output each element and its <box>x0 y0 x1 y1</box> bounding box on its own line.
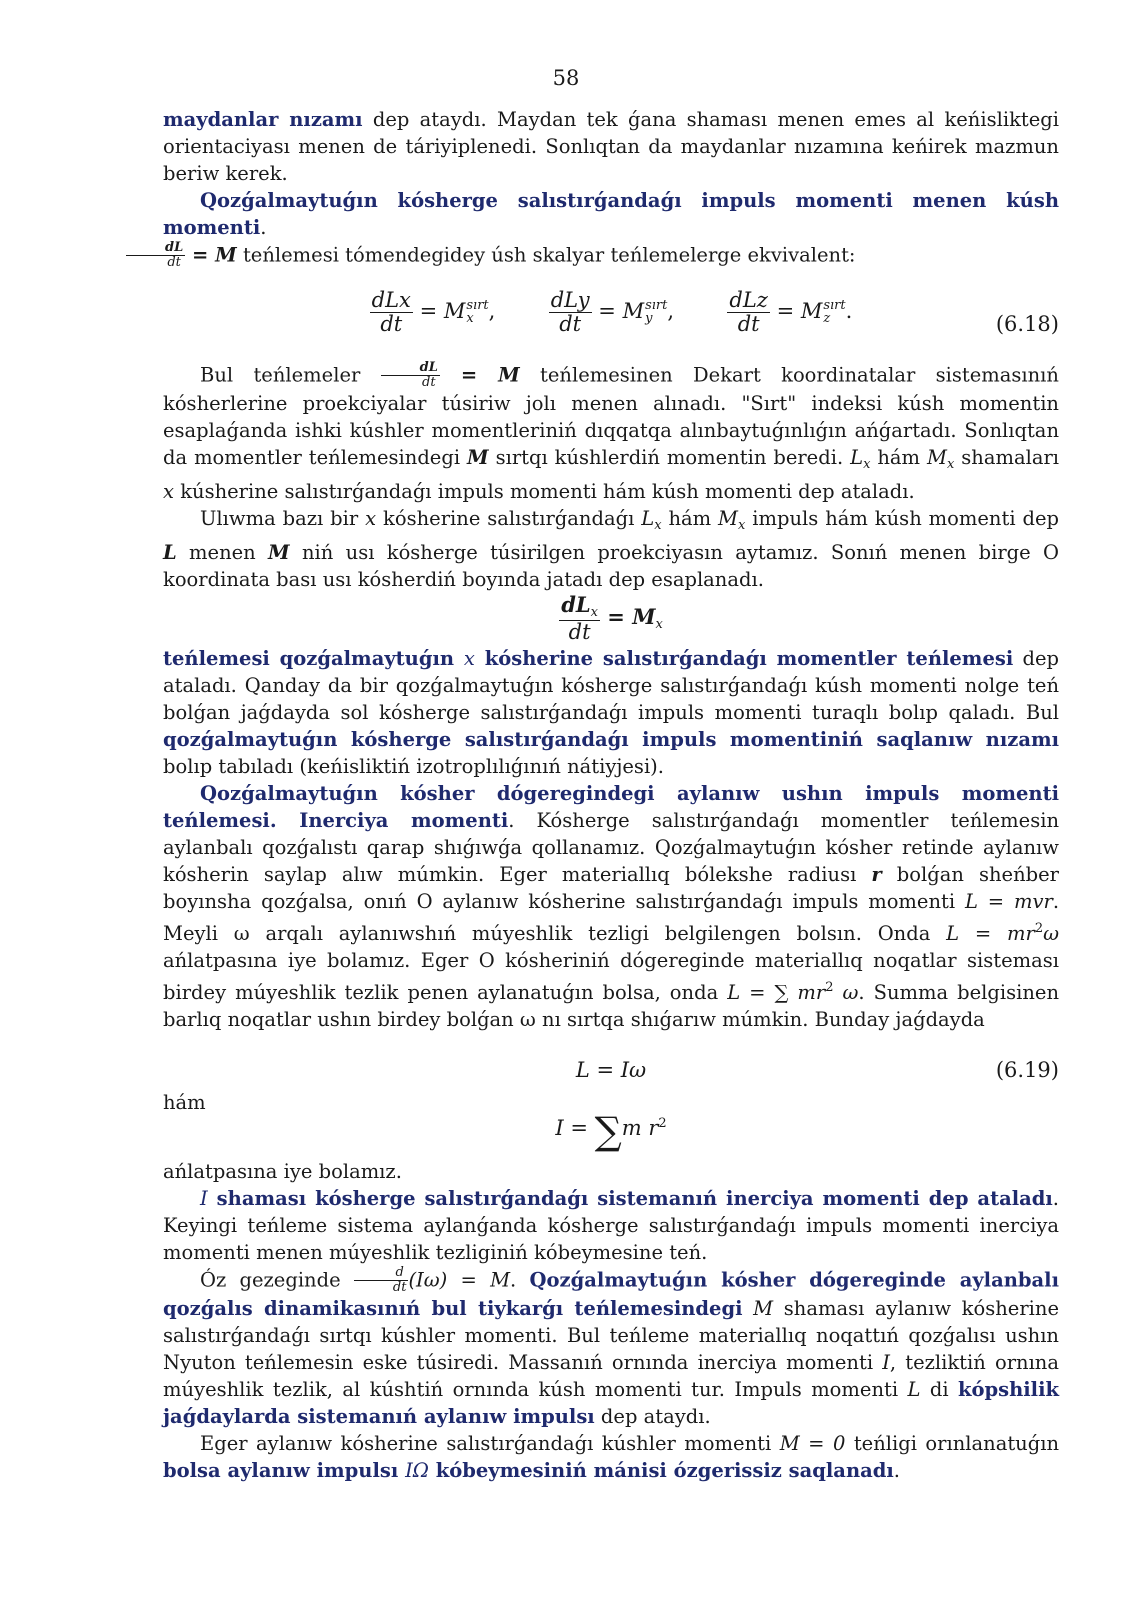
frac-num <box>559 593 600 621</box>
text: . Keyingi teńleme sistema aylanǵanda kósherge salıstırǵandaǵı impuls momenti inerciya momenti menen múyeshlik tezliginiń kóbeymesine teń. <box>163 1186 1059 1264</box>
frac-num: d <box>354 1266 409 1281</box>
text: bolıp tabıladı (keńisliktiń izotroplılıǵınıń nátiyjesi). <box>163 754 664 778</box>
term-rotation-impulse: kópshilik jaǵdaylarda sistemanıń aylanıw impulsı <box>163 1378 1059 1429</box>
symbol-I: I <box>882 1351 890 1375</box>
symbol-Lx: L <box>641 507 655 531</box>
separator: , <box>667 298 675 323</box>
supsub-x <box>466 299 488 325</box>
symbol-x: x <box>463 646 475 670</box>
paragraph-7: ańlatpasına iye bolamız. <box>163 1159 402 1183</box>
text: . Summa belgisinen barlıq noqatlar ushın birdey bolǵan ω nı sırtqa shıǵarıw múmkin. Bunday jaǵdayda <box>163 980 1059 1031</box>
equation-number: (6.18) <box>995 311 1059 336</box>
sup-2: 2 <box>825 979 834 995</box>
paragraph-3 <box>163 361 1059 506</box>
text: shaması aylanıw kósherine salıstırǵandaǵı sırtqı kúshler momenti. Bul teńleme materiallıq noqattıń qozǵalısı ushın Nyuton teńlemesin eske túsiredi. Massanıń ornında inerciya momenti <box>163 1297 1059 1375</box>
text: . <box>893 1459 900 1483</box>
sup: sırt <box>645 298 668 314</box>
paragraph-4 <box>163 505 1059 593</box>
text: dep ataydı. <box>594 1405 711 1429</box>
formula-L-mr2w: L = mr <box>946 921 1035 945</box>
sub: y <box>645 311 653 327</box>
sup: sırt <box>466 298 489 314</box>
paragraph-9 <box>163 1266 1059 1431</box>
supsub-y <box>645 299 667 325</box>
formula: (Iω) = M <box>408 1267 511 1291</box>
sum-symbol: ∑ <box>594 1108 622 1153</box>
fraction-dLx-dt <box>559 593 600 644</box>
term-conservation-law: qozǵalmaytuǵın kósherge salıstırǵandaǵı impuls momentiniń saqlanıw nızamı <box>163 727 1059 751</box>
text: menen <box>176 541 269 565</box>
frac-den: dt <box>380 311 403 336</box>
symbol-x: x <box>163 480 174 504</box>
frac-num: dLx <box>371 287 411 312</box>
text: niń usı kósherge túsirilgen proekciyasın aytamız. Sonıń menen birge O koordinata bası usı kósherdiń boyında jatadı dep esaplanadı. <box>163 541 1059 592</box>
equation-inertia-sum <box>163 1110 1059 1158</box>
formula-L-sum: L = ∑ mr <box>727 980 826 1004</box>
paragraph-2 <box>163 187 1059 271</box>
frac-den: dt <box>422 374 436 390</box>
frac-den: dt <box>167 255 181 271</box>
rhs-x: = M <box>419 298 466 323</box>
text: teńlemesi tómendegidey úsh skalyar teńlemelerge ekvivalent: <box>236 243 856 267</box>
term: kósherine salıstırǵandaǵı momentler teńlemesi <box>474 646 1014 670</box>
text: . <box>510 1267 530 1291</box>
symbol-Mx: M <box>927 446 947 470</box>
page-number: 58 <box>552 66 580 90</box>
symbol-M: M <box>753 1297 774 1321</box>
text: , tezliktiń ornına múyeshlik tezlik, al kúshtiń ornında kúsh momenti tur. Impuls momenti <box>163 1351 1059 1402</box>
fraction-dLx-dt <box>370 289 413 336</box>
separator: , <box>488 298 496 323</box>
symbol-Mx: M <box>718 507 739 531</box>
page-body <box>163 106 1059 1484</box>
rhs: = M <box>599 604 656 630</box>
equation-body <box>163 289 1059 336</box>
symbol-Lx: L <box>850 446 864 470</box>
sub: x <box>466 311 474 327</box>
term-rotation-dynamics: Qozǵalmaytuǵın kósher dógereginde aylanbalı qozǵalıs dinamikasınıń bul tiykarǵı teńlemesindegi <box>163 1267 1059 1321</box>
formula-L-mvr: L = mvr <box>964 889 1053 913</box>
text: teńlemesinen Dekart koordinatalar sistemasınıń kósherlerine proekciyalar túsiriw jolı menen alınadı. "Sırt" indeksi kúsh momentin esaplaǵanda ishki kúshler momentleriniń dıqqatqa alınbaytuǵınlıǵın ańǵartadı. Sonlıqtan da momentler teńlemesindegi <box>163 362 1059 470</box>
frac-den: dt <box>737 311 760 336</box>
fraction-dL-dt <box>126 241 185 271</box>
paragraph-1 <box>163 106 1059 187</box>
equation-6-18 <box>163 277 1059 361</box>
rhs: m r <box>621 1115 659 1140</box>
text: . Meyli ω arqalı aylanıwshıń múyeshlik tezligi belgilengen bolsın. Onda <box>163 889 1060 945</box>
formula: = M <box>439 362 520 386</box>
frac-den: dt <box>392 1279 407 1295</box>
text: impuls hám kúsh momenti dep <box>745 507 1059 531</box>
equation-6-19 <box>163 1033 1059 1089</box>
text: kósherine salıstırǵandaǵı <box>376 507 642 531</box>
rhs-y: = M <box>598 298 645 323</box>
section-heading-inertia: Qozǵalmaytuǵın kósher dógeregindegi aylanıw ushın impuls momenti teńlemesi. Inerciya momenti <box>163 781 1059 832</box>
term: kóbeymesiniń mánisi ózgerissiz saqlanadı <box>428 1459 894 1483</box>
formula: = M <box>185 243 237 267</box>
text: dep ataydı. Maydan tek ǵana shaması menen emes al keńisliktegi orientaciyası menen de táriyiplenedi. Sonlıqtan da maydanlar nızamına keńirek mazmun beriw kerek. <box>163 108 1059 185</box>
formula-M-0: M = 0 <box>779 1432 846 1456</box>
paragraph-8 <box>163 1185 1059 1266</box>
frac-den: dt <box>559 311 582 336</box>
text: Óz gezeginde <box>200 1267 354 1291</box>
text: hám <box>870 446 927 470</box>
text: teńligi orınlanatuǵın <box>845 1432 1060 1456</box>
fraction-d-dt <box>354 1266 409 1296</box>
sub-x: x <box>654 518 662 534</box>
text: Bul teńlemeler <box>200 362 381 386</box>
frac-den: dt <box>568 620 591 645</box>
sup: sırt <box>823 298 846 314</box>
formula-omega: ω <box>833 980 859 1004</box>
paragraph-6 <box>163 780 1059 1033</box>
sub: z <box>823 311 831 327</box>
text: hám <box>661 507 719 531</box>
text: Ulıwma bazı bir <box>200 507 366 531</box>
sup-2: 2 <box>658 1115 667 1131</box>
term: teńlemesi qozǵalmaytuǵın <box>163 646 464 670</box>
text: di <box>920 1378 958 1402</box>
text: sırtqı kúshlerdiń momentin beredi. <box>488 446 851 470</box>
symbol-M: M <box>268 541 290 565</box>
sup-2: 2 <box>1034 920 1044 936</box>
text: kúsherine salıstırǵandaǵı impuls momenti hám kúsh momenti dep ataladı. <box>174 480 915 504</box>
sub-x: x <box>590 605 598 621</box>
fraction-dLy-dt <box>549 289 592 336</box>
frac-num: dL <box>381 361 440 376</box>
supsub-z <box>823 299 845 325</box>
text: ańlatpasına iye bolamız. Eger O kósheriniń dógereginde materiallıq noqatlar sisteması birdey múyeshlik tezlik penen aylanatuǵın bolsa, onda <box>163 948 1059 1004</box>
frac-num: dLy <box>550 287 590 312</box>
frac-num: dL <box>126 241 185 256</box>
text: . <box>260 216 267 239</box>
formula-omega: ω <box>1043 921 1059 945</box>
lhs: I = <box>555 1115 595 1140</box>
term-inertia-moment: shaması kósherge salıstırǵandaǵı sistemanıń inerciya momenti dep ataladı <box>207 1186 1053 1210</box>
sub-x: x <box>738 518 746 534</box>
symbol-M: M <box>467 446 489 470</box>
symbol-x: x <box>365 507 377 531</box>
symbol-L: L <box>163 541 177 565</box>
text: . Kósherge salıstırǵandaǵı momentler teńlemesin aylanbalı qozǵalıstı qarap shıǵıwǵa qollanamız. Qozǵalmaytuǵın kósher retinde aylanıw kósherin saylap alıw múmkin. Eger materiallıq bólekshe radiusı <box>163 808 1060 886</box>
text: Eger aylanıw kósherine salıstırǵandaǵı kúshler momenti <box>200 1432 780 1456</box>
sub-x: x <box>655 617 663 633</box>
symbol-I: I <box>200 1186 208 1210</box>
paragraph-5 <box>163 645 1059 780</box>
text: bolǵan sheńber boyınsha qozǵalsa, onıń O aylanıw kósherine salıstırǵandaǵı impuls momenti <box>163 862 1059 913</box>
formula-I-Omega: IΩ <box>405 1459 429 1483</box>
word-ham: hám <box>163 1090 206 1114</box>
fraction-dL-dt <box>381 361 440 391</box>
equation-body: L = Iω <box>575 1057 647 1082</box>
term: bolsa aylanıw impulsı <box>163 1459 406 1483</box>
frac-num: dLz <box>729 287 768 312</box>
term-field-law: maydanlar nızamı <box>163 108 363 131</box>
sub-x: x <box>946 457 955 473</box>
paragraph-10 <box>163 1430 1059 1484</box>
symbol-r: r <box>871 862 882 886</box>
rhs-z: = M <box>776 298 823 323</box>
num-text: dL <box>561 592 591 618</box>
sub-x: x <box>863 457 871 473</box>
end-mark: . <box>845 298 853 323</box>
section-heading-axis-moment: Qozǵalmaytuǵın kósherge salıstırǵandaǵı impuls momenti menen kúsh momenti <box>163 189 1059 239</box>
equation-number: (6.19) <box>995 1057 1059 1082</box>
text: dep ataladı. Qanday da bir qozǵalmaytuǵın kósherge salıstırǵandaǵı kúsh momenti nolge teń bolǵan jaǵdayda sol kósherge salıstırǵandaǵı impuls momenti turaqlı bolıp qaladı. Bul <box>163 646 1059 724</box>
fraction-dLz-dt <box>727 289 769 336</box>
symbol-L: L <box>907 1378 921 1402</box>
text: shamaları <box>954 446 1059 470</box>
equation-axis-moment <box>163 593 1059 644</box>
